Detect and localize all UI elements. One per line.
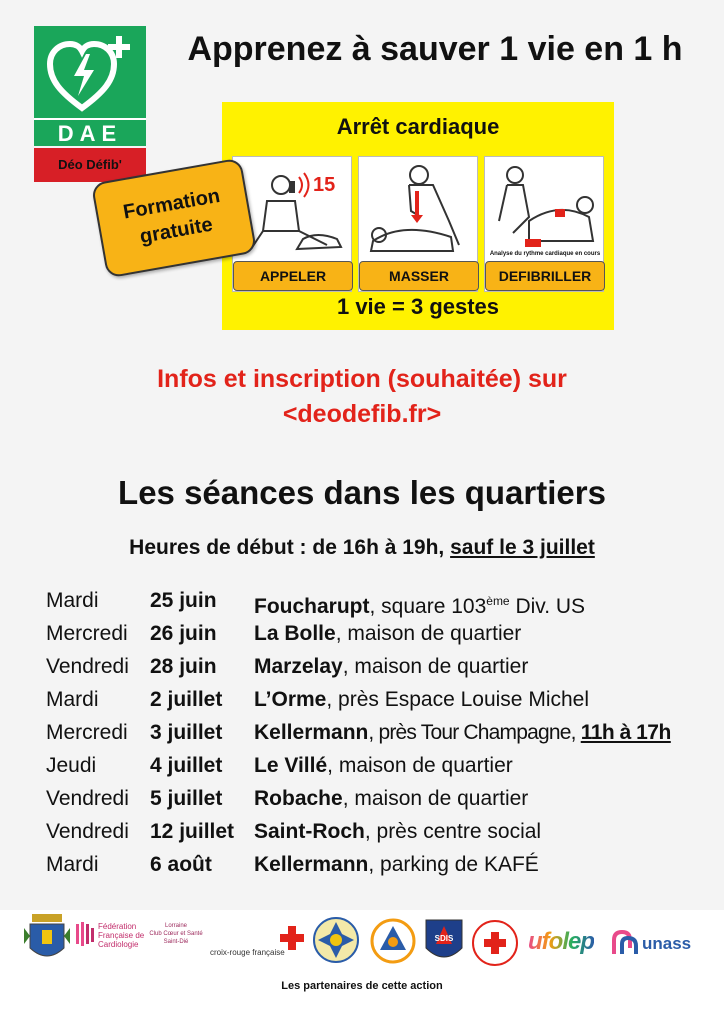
schedule-row [46, 586, 706, 619]
unass-logo [610, 928, 692, 963]
dae-word: DAE [34, 118, 146, 146]
ffc-logo [76, 922, 145, 953]
page-title: Apprenez à sauver 1 vie en 1 h [187, 30, 683, 68]
row-date: 4 juillet [150, 754, 223, 777]
row-location: , près Espace Louise Michel [326, 688, 590, 711]
row-place: Kellermann [254, 853, 369, 876]
row-location: , maison de quartier [335, 622, 522, 645]
row-date: 3 juillet [150, 721, 223, 744]
row-day: Mercredi [46, 721, 128, 744]
step-defib-label: DEFIBRILLER [485, 261, 605, 291]
rescue-badge-icon [470, 918, 520, 968]
partners-caption: Les partenaires de cette action [281, 980, 443, 992]
row-day: Vendredi [46, 820, 129, 843]
ffc-line-1: Fédération [98, 922, 137, 931]
row-special-hours: 11h à 17h [580, 721, 671, 744]
website-link[interactable]: <deodefib.fr> [282, 399, 442, 428]
sessions-title: Les séances dans les quartiers [118, 474, 606, 511]
row-location: , square 103 [369, 595, 487, 618]
dae-logo [34, 26, 146, 172]
city-coat-of-arms-logo [24, 914, 70, 971]
schedule-row [46, 718, 706, 751]
cpr-icon [363, 161, 473, 253]
row-location: , maison de quartier [327, 754, 513, 777]
row-location: , près Tour Champagne, [368, 721, 581, 744]
panel-footer: 1 vie = 3 gestes [336, 294, 500, 319]
row-location: , près centre social [364, 820, 542, 843]
row-date: 12 juillet [150, 820, 235, 843]
step-defib [484, 156, 604, 292]
protection-civile-logo [370, 918, 416, 969]
row-date: 2 juillet [150, 688, 223, 711]
row-place: L’Orme [254, 688, 327, 711]
red-cross-icon [280, 926, 304, 950]
row-date: 6 août [150, 853, 212, 876]
row-day: Mardi [46, 688, 99, 711]
row-date: 25 juin [150, 589, 217, 612]
hours-exception: sauf le 3 juillet [450, 536, 595, 559]
row-day: Mardi [46, 589, 99, 612]
start-hours [40, 536, 684, 560]
schedule-row [46, 652, 706, 685]
civil-protection-cross-logo [312, 916, 360, 969]
registration-info [60, 362, 664, 431]
schedule-row [46, 850, 706, 883]
unass-swirl-icon [610, 928, 640, 958]
info-line-1: Infos et inscription (souhaitée) sur [157, 365, 567, 393]
croix-rouge-label: croix-rouge française [210, 948, 285, 957]
row-day: Mercredi [46, 622, 128, 645]
row-place: Marzelay [254, 655, 343, 678]
step-massage [358, 156, 478, 292]
ffc-line-3: Cardiologie [98, 940, 139, 949]
protection-civile-icon [370, 918, 416, 964]
first-aid-association-logo [470, 918, 520, 973]
cardiac-arrest-panel [222, 102, 614, 330]
step-call-label: APPELER [233, 261, 353, 291]
sdis-label: SDIS [434, 934, 454, 943]
club-coeur-sante-logo [146, 922, 206, 946]
ufolep-logo [528, 928, 594, 956]
ufolep-label: ufolep [528, 928, 594, 955]
heart-defibrillator-icon [46, 32, 136, 116]
club-line-1: Lorraine [164, 923, 187, 929]
badge-line-2: gratuite [138, 213, 215, 249]
row-place: Kellermann [254, 721, 369, 744]
hours-prefix: Heures de début : de 16h à 19h, [129, 536, 451, 559]
row-location: , parking de KAFÉ [368, 853, 539, 876]
emergency-number: 15 [313, 174, 336, 196]
row-date: 28 juin [150, 655, 217, 678]
row-place: Saint-Roch [254, 820, 365, 843]
club-line-3: Saint-Dié [163, 939, 189, 945]
schedule-row [46, 751, 706, 784]
red-cross-logo [280, 926, 304, 955]
row-day: Mardi [46, 853, 99, 876]
brand-name: Déo Défib' [34, 148, 146, 182]
schedule-row [46, 619, 706, 652]
row-superscript: ème [486, 594, 510, 608]
row-day: Vendredi [46, 655, 129, 678]
defib-caption: Analyse du rythme cardiaque en cours [489, 251, 601, 257]
club-line-2: Club Cœur et Santé [149, 931, 203, 937]
coat-of-arms-icon [24, 914, 70, 966]
schedule-row [46, 784, 706, 817]
row-location: , maison de quartier [342, 787, 529, 810]
schedule-row [46, 685, 706, 718]
row-day: Vendredi [46, 787, 129, 810]
row-location-end: Div. US [509, 595, 586, 618]
row-date: 5 juillet [150, 787, 223, 810]
sdis-logo [424, 918, 464, 971]
badge-line-1: Formation [121, 184, 222, 224]
row-location: , maison de quartier [342, 655, 529, 678]
panel-title: Arrêt cardiaque [336, 114, 500, 139]
defibrillator-icon [489, 161, 599, 253]
schedule-row [46, 817, 706, 850]
partners-band [0, 910, 724, 1024]
row-place: Robache [254, 787, 343, 810]
unass-label: unass [642, 934, 692, 953]
step-massage-label: MASSER [359, 261, 479, 291]
ffc-line-2: Française de [98, 931, 145, 940]
row-date: 26 juin [150, 622, 217, 645]
row-day: Jeudi [46, 754, 97, 777]
session-schedule [46, 586, 706, 883]
maltese-cross-icon [312, 916, 360, 964]
row-place: Foucharupt [254, 595, 370, 618]
row-place: La Bolle [254, 622, 336, 645]
heart-stripes-icon [76, 922, 96, 948]
row-place: Le Villé [254, 754, 328, 777]
